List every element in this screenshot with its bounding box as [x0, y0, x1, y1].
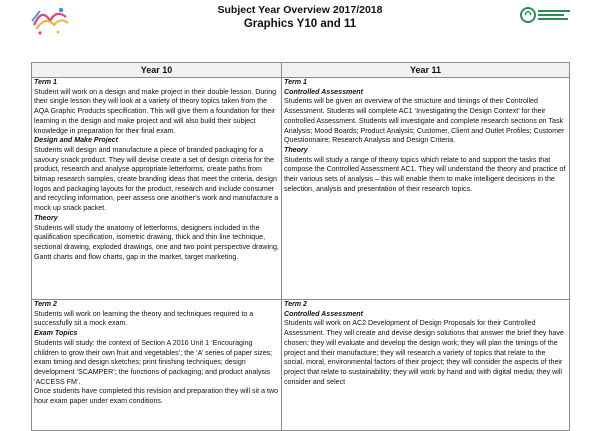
year11-term1-cell: [282, 78, 570, 300]
paragraph: Once students have completed this revision and preparation they will sit a two hour exam paper under exam conditions.: [34, 387, 279, 406]
overview-table: [31, 62, 570, 431]
term-heading: Term 1: [284, 78, 307, 86]
paragraph: Student will work on a design and make project in their double lesson. During their single lesson they will look at a variety of theory topics taken from the AQA Graphic Products specification. This will give them a foundation for their learning in the design and make project and will also build their subject knowledge in preparation for their final exam.: [34, 87, 277, 135]
section-heading: Controlled Assessment: [284, 309, 363, 318]
section-heading: Theory: [284, 145, 308, 154]
year10-term1-cell: [32, 78, 282, 300]
paragraph: Students will study a range of theory topics which relate to and support the tasks that compose the Controlled Assessment AC1. They will understand the theory and practice of their various sets of analysis – this will enable them to make intelligent decisions in the selection, analysis and presentation of their research topics.: [284, 155, 566, 193]
page-subtitle: Graphics Y10 and 11: [243, 18, 357, 30]
paragraph: Students will study the anatomy of letterforms, designers included in the qualification specification, isometric drawing, thick and thin line technique, sectional drawing, exploded drawings, one and two point perspective drawing, Gantt charts and flow charts, gap in the market, target marketing.: [34, 223, 279, 261]
paragraph: Students will study: the context of Section A 2016 Unit 1 ‘Encouraging children to grow their own fruit and vegetables’; the ‘A’ series of paper sizes; exam timing and design sketches; print finishing techniques; design development ‘SCAMPER’; the functions of packaging; and product analysis ‘ACCESS FM’.: [34, 338, 273, 386]
column-header-year11: Year 11: [282, 63, 570, 78]
title-block: [150, 4, 450, 31]
table-row: [32, 300, 570, 431]
column-header-year10: Year 10: [32, 63, 282, 78]
section-heading: Design and Make Project: [34, 136, 118, 145]
term-heading: Term 2: [284, 300, 307, 308]
term-heading: Term 2: [34, 300, 57, 308]
section-heading: Exam Topics: [34, 329, 78, 338]
year11-term2-cell: [282, 300, 570, 431]
paragraph: Students will be given an overview of the structure and timings of their Controlled Assessment. Students will complete AC1 ‘Investigating the Design Context’ for their controlled Assessment. Students will investigate and complete research sections on Task Analysis; Mood Boards; Product Analysis; Customer, Client and Outlet Profiles; Customer Questionnaire; Research Analysis and Design Criteria.: [284, 97, 565, 145]
paragraph: Students will design and manufacture a piece of branded packaging for a savoury snack product. They will devise create a set of design criteria for the product, research and analyse appropriate letterforms, create paths from bitmap research samples, create branding ideas that meet the criteria, design logos and packaging layouts for the product, research and include consumer and recycling information, peer assess one another’s work and manufacture a mock up snack packet.: [34, 145, 279, 213]
academy-logo: [518, 3, 574, 33]
section-heading: Theory: [34, 213, 58, 222]
school-logo: [28, 3, 72, 39]
page-title: Subject Year Overview 2017/2018: [217, 4, 383, 16]
page-header: [0, 0, 600, 58]
table-row: [32, 78, 570, 300]
table-header-row: [32, 63, 570, 78]
term-heading: Term 1: [34, 78, 57, 86]
paragraph: Students will work on learning the theory and techniques required to a successfully sit a mock exam.: [34, 309, 254, 328]
paragraph: Students will work on AC2 Development of Design Proposals for their Controlled Assessment. They will create and devise design solutions that answer the brief they have chosen; they will evaluate and develop the design work; they will plan the timings of the project and their manufacture; they will research a variety of topics that relate to the social, moral, environmental factors of their project; they will consider the aspects of their project that relate to sustainability; they will work by hand and with digital media; they will consider and select: [284, 319, 564, 386]
year10-term2-cell: [32, 300, 282, 431]
section-heading: Controlled Assessment: [284, 87, 363, 96]
